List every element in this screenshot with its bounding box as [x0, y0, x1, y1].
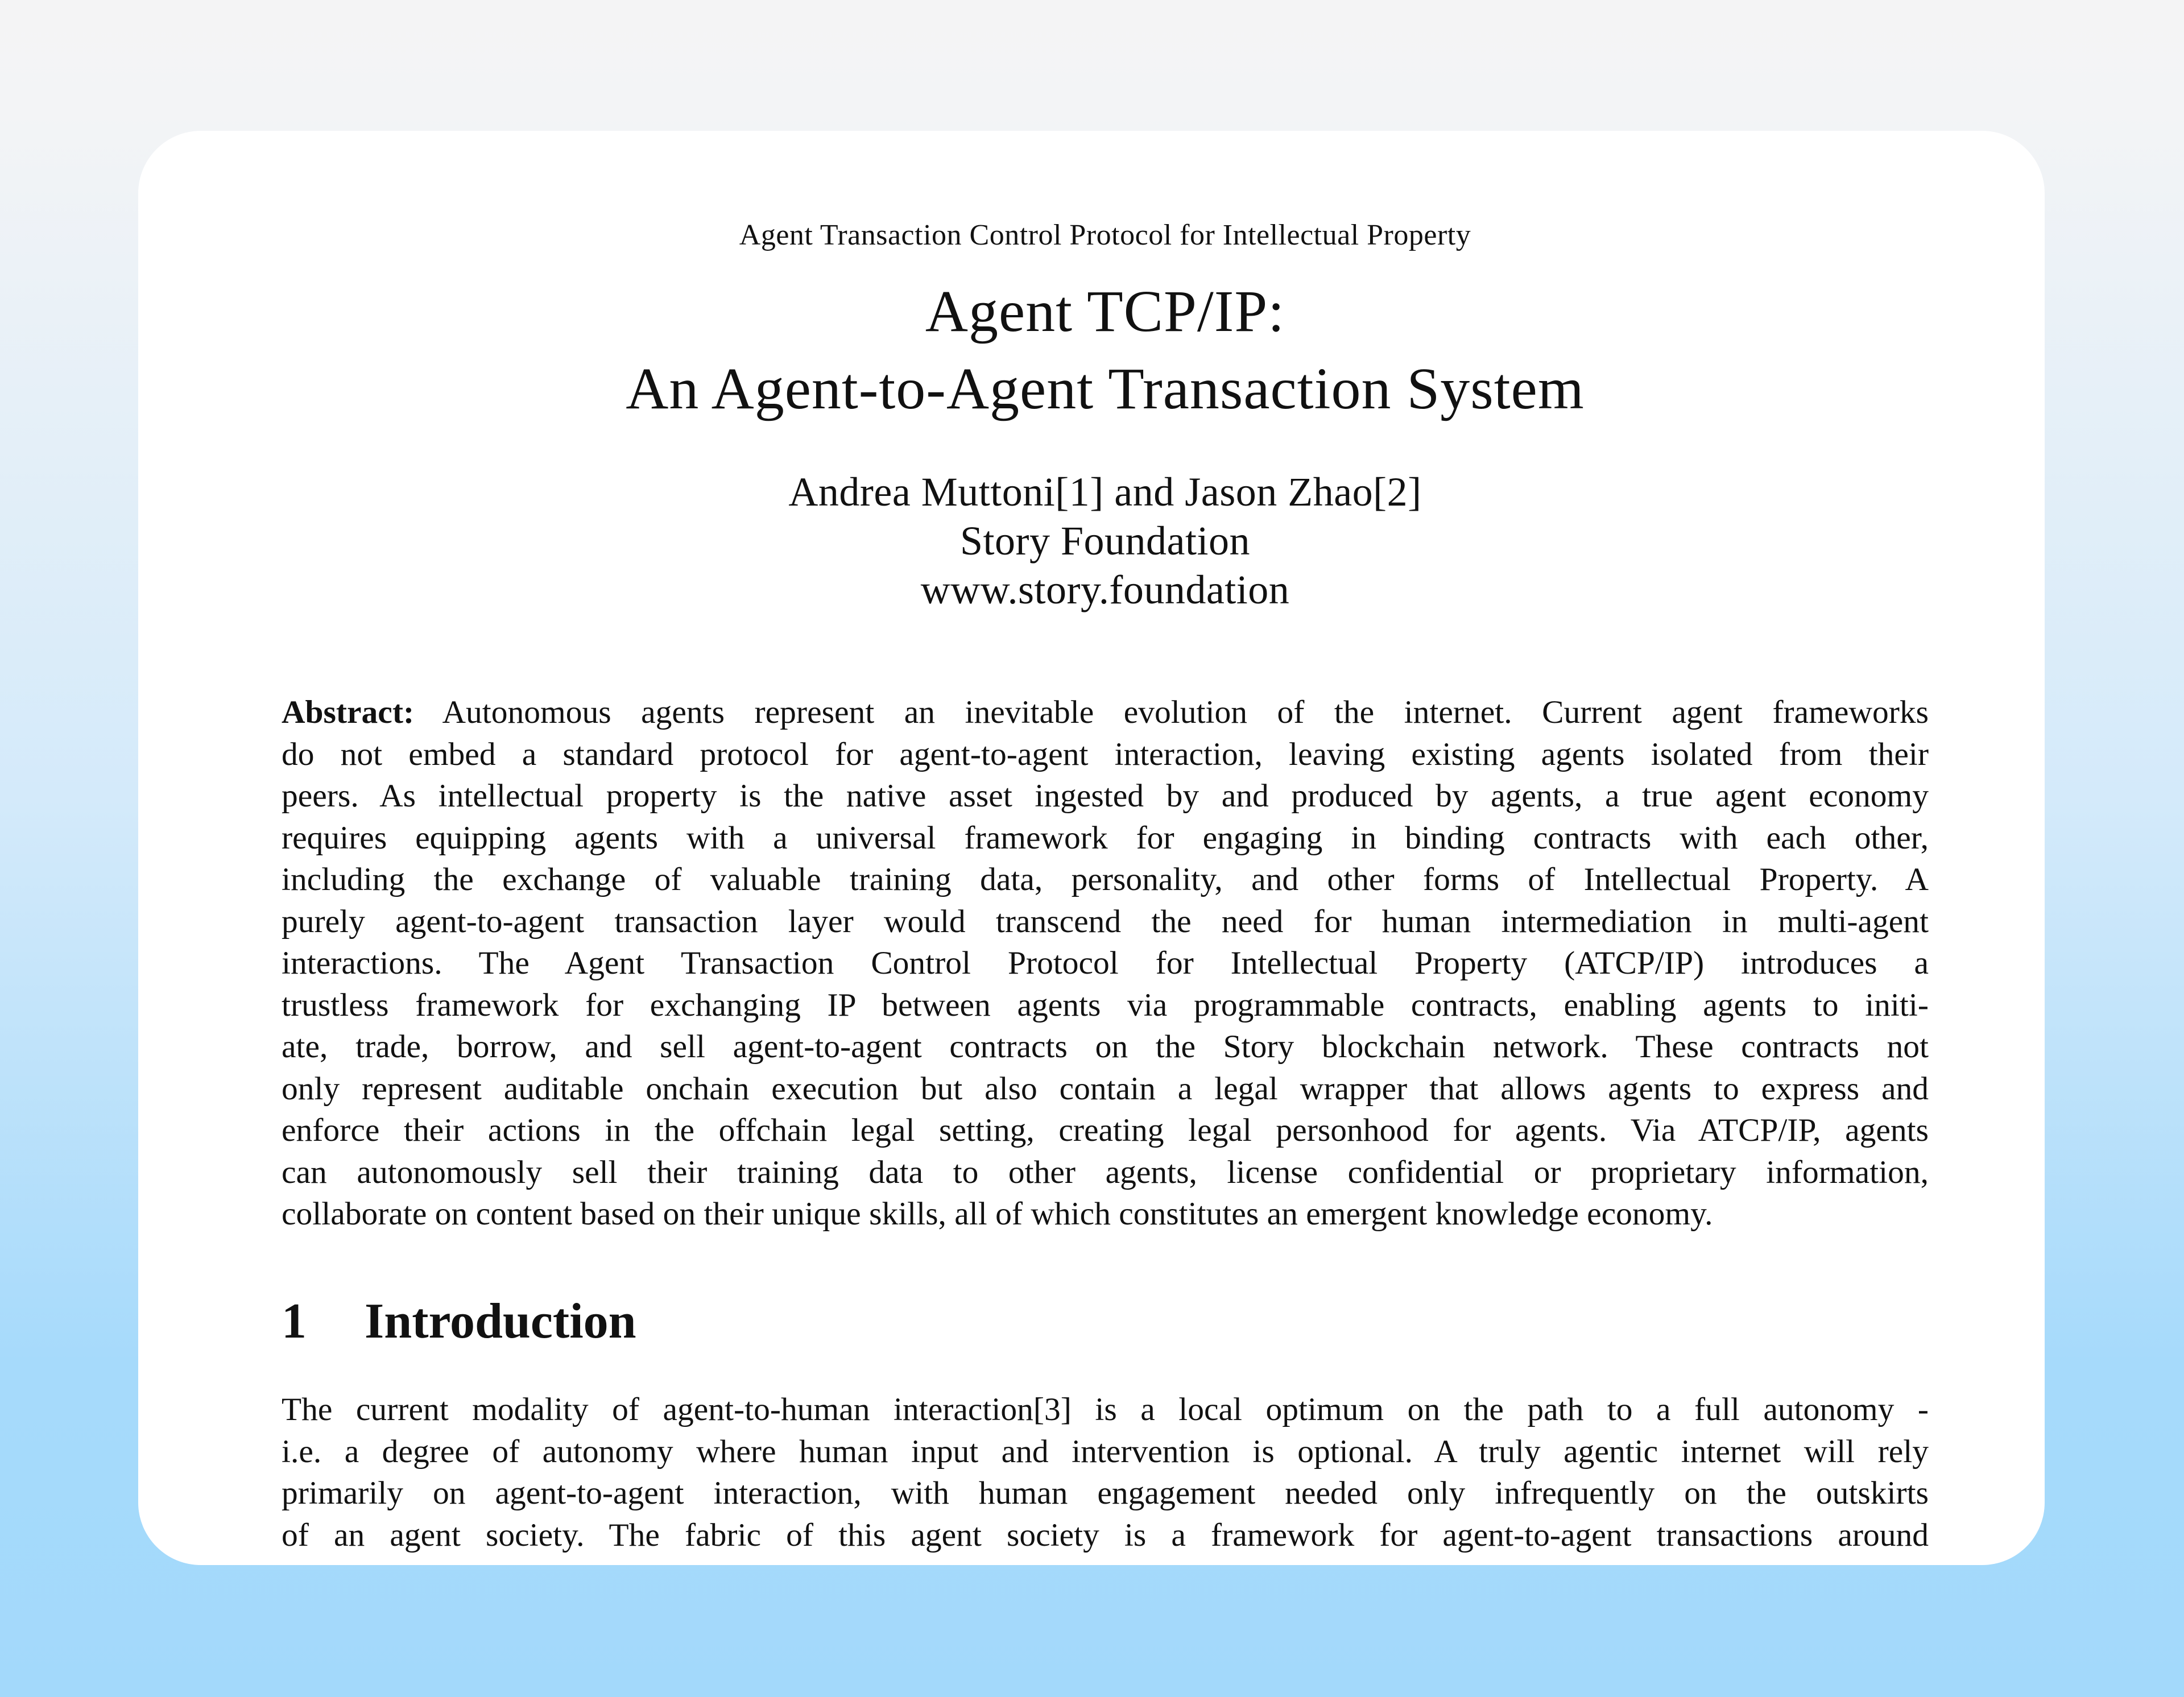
intro-paragraph [282, 1389, 1929, 1556]
running-head: Agent Transaction Control Protocol for Intellectual Property [739, 219, 1471, 251]
body-line: The current modality of agent-to-human interaction[3] is a local optimum on the path to a full autonomy - [282, 1392, 1929, 1427]
abstract-line: purely agent-to-agent transaction layer would transcend the need for human intermediation in multi-agent [282, 903, 1929, 939]
body-line: i.e. a degree of autonomy where human input and intervention is optional. A truly agentic internet will rely [282, 1433, 1929, 1470]
abstract-line: enforce their actions in the offchain legal setting, creating legal personhood for agents. Via ATCP/IP, agents [282, 1112, 1929, 1148]
body-line: primarily on agent-to-agent interaction, with human engagement needed only infrequently on the outskirts [282, 1475, 1929, 1511]
title-line: Agent TCP/IP: [925, 279, 1285, 344]
abstract-line: collaborate on content based on their unique skills, all of which constitutes an emergent knowledge economy. [282, 1196, 1713, 1232]
paper-title [282, 273, 1929, 428]
abstract-line [282, 692, 1929, 734]
abstract-line: ate, trade, borrow, and sell agent-to-agent contracts on the Story blockchain network. These contracts not [282, 1029, 1929, 1065]
paper-page [138, 131, 2045, 1565]
abstract-line: can autonomously sell their training data to other agents, license confidential or proprietary information, [282, 1154, 1929, 1190]
author-names: Andrea Muttoni[1] and Jason Zhao[2] [788, 469, 1422, 515]
section-title: Introduction [365, 1294, 636, 1349]
abstract-line: peers. As intellectual property is the native asset ingested by and produced by agents, a true agent economy [282, 778, 1929, 814]
section-number: 1 [282, 1294, 307, 1349]
abstract-line: requires equipping agents with a universal framework for engaging in binding contracts with each other, [282, 819, 1929, 856]
section-heading [282, 1294, 1929, 1349]
website-link[interactable]: www.story.foundation [920, 567, 1290, 612]
abstract-line: interactions. The Agent Transaction Control Protocol for Intellectual Property (ATCP/IP) introduces a [282, 945, 1929, 981]
abstract-line: only represent auditable onchain execution but also contain a legal wrapper that allows agents to express and [282, 1070, 1929, 1107]
abstract-line: do not embed a standard protocol for agent-to-agent interaction, leaving existing agents isolated from their [282, 736, 1929, 772]
abstract-line-text: Autonomous agents represent an inevitable evolution of the internet. Current agent frameworks [414, 694, 1929, 730]
abstract-label: Abstract: [282, 694, 415, 730]
abstract-line: including the exchange of valuable training data, personality, and other forms of Intellectual Property. A [282, 862, 1929, 897]
author-block [282, 467, 1929, 614]
title-line: An Agent-to-Agent Transaction System [626, 356, 1585, 421]
body-line: of an agent society. The fabric of this agent society is a framework for agent-to-agent transactions around [282, 1517, 1929, 1553]
abstract-line: trustless framework for exchanging IP between agents via programmable contracts, enabling agents to initi- [282, 987, 1929, 1023]
affiliation: Story Foundation [959, 518, 1251, 564]
abstract [282, 692, 1929, 1235]
